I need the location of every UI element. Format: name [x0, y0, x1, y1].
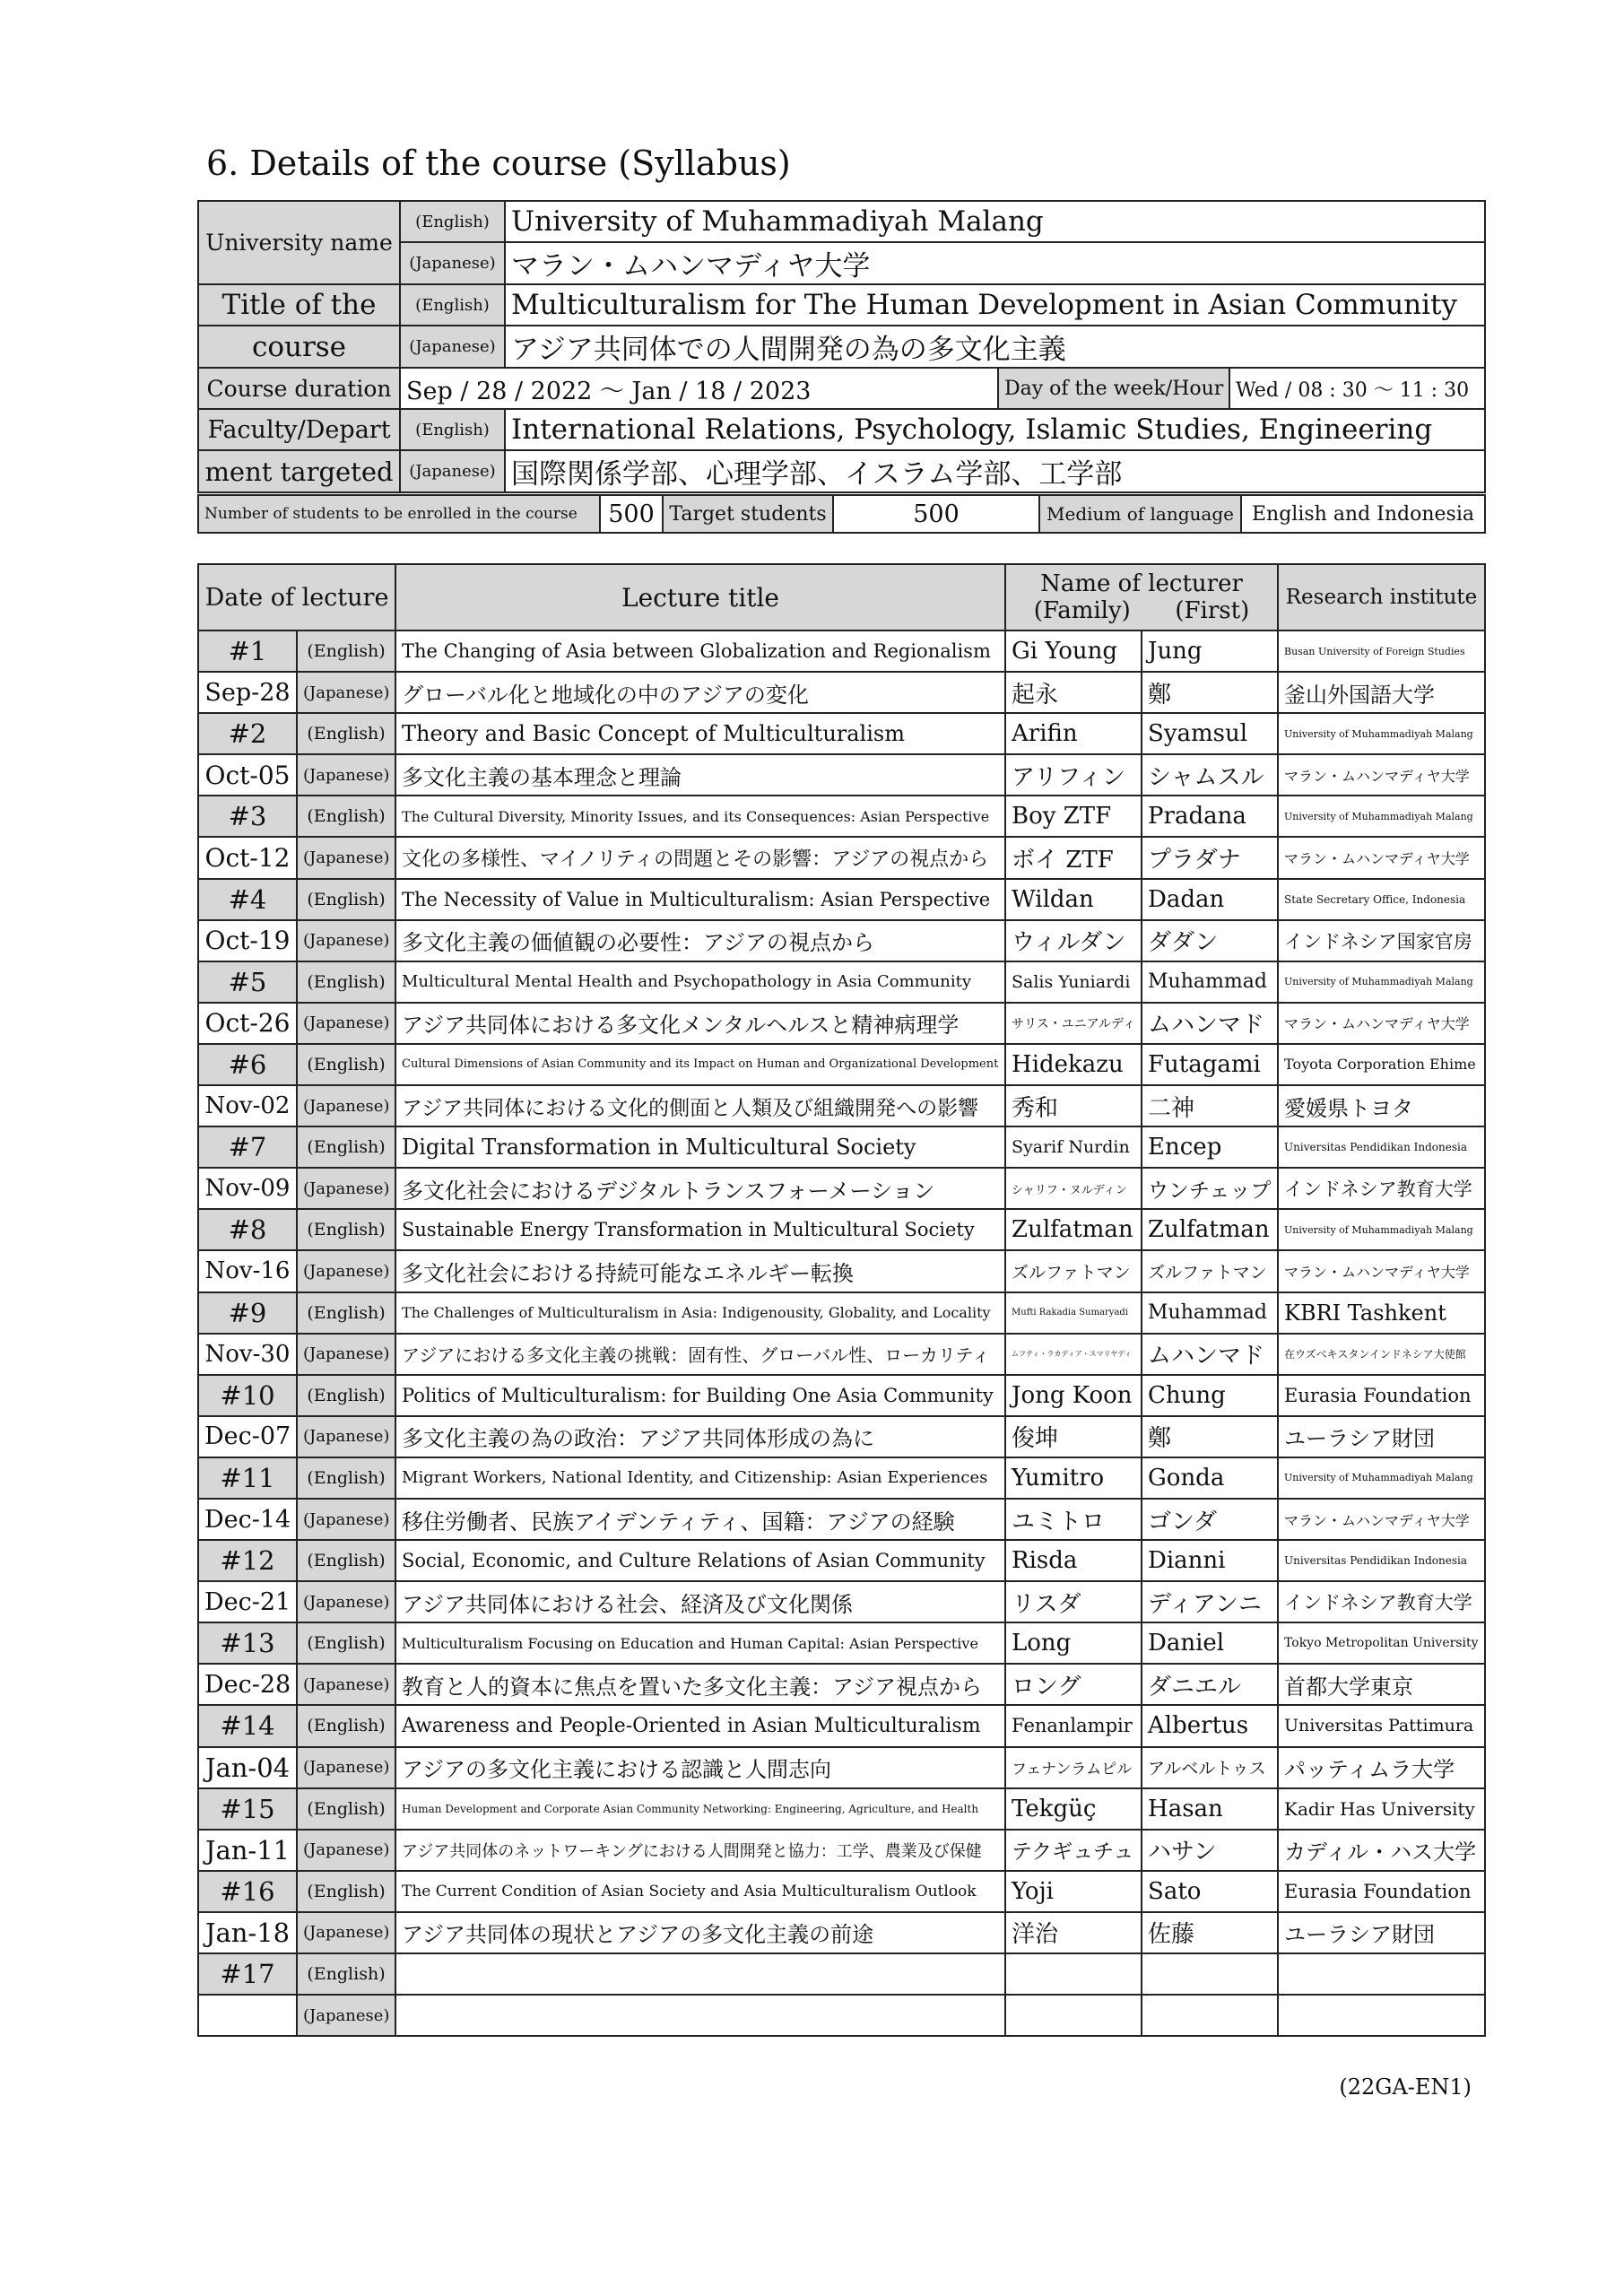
lecturer-first-ja: ウンチェップ [1142, 1168, 1278, 1209]
lecturer-family-ja: ウィルダン [1005, 920, 1142, 961]
lecturer-first-en: Muhammad [1142, 961, 1278, 1003]
lecturer-family-ja: ボイ ZTF [1005, 837, 1142, 878]
lecture-title-en: Cultural Dimensions of Asian Community and its Impact on Human and Organizational Development [395, 1044, 1005, 1085]
lecture-title-ja: アジア共同体における社会、経済及び文化関係 [395, 1581, 1005, 1622]
lecture-number: #14 [198, 1705, 297, 1746]
lecture-number: #9 [198, 1292, 297, 1334]
institute-ja: マラン・ムハンマディヤ大学 [1278, 837, 1485, 878]
lecture-row-en [198, 961, 1485, 1003]
lecture-table [197, 563, 1486, 2037]
lecture-number: #7 [198, 1126, 297, 1168]
lecture-title-ja: アジア共同体のネットワーキングにおける人間開発と協力：工学、農業及び保健 [395, 1830, 1005, 1871]
target-label: Target students [663, 495, 833, 533]
faculty-en: International Relations, Psychology, Islamic Studies, Engineering [505, 409, 1485, 450]
lecturer-first-en: Zulfatman [1142, 1209, 1278, 1250]
course-title-label-2: course [198, 326, 400, 368]
lang-label-en: (English) [297, 1953, 395, 1995]
lang-label-ja: (Japanese) [297, 672, 395, 713]
lecturer-family-ja: 洋治 [1005, 1912, 1142, 1953]
lecture-row-ja [198, 1830, 1485, 1871]
lecturer-family-ja: ロング [1005, 1664, 1142, 1705]
lecture-date: Dec-21 [198, 1581, 297, 1622]
institute-en: Universitas Pattimura [1278, 1705, 1485, 1746]
lecture-date: Nov-09 [198, 1168, 297, 1209]
lecture-number: #3 [198, 796, 297, 837]
institute-ja: ユーラシア財団 [1278, 1416, 1485, 1457]
lecture-row-en [198, 1457, 1485, 1499]
lecture-title-ja: 多文化社会における持続可能なエネルギー転換 [395, 1250, 1005, 1292]
lecturer-first-ja: ハサン [1142, 1830, 1278, 1871]
lecturer-first-en: Albertus [1142, 1705, 1278, 1746]
lecture-row-en [198, 1292, 1485, 1334]
lecture-row-ja [198, 1003, 1485, 1044]
lecturer-first-ja: 鄭 [1142, 672, 1278, 713]
institute-ja: インドネシア教育大学 [1278, 1581, 1485, 1622]
lecture-title-en: Awareness and People-Oriented in Asian Multiculturalism [395, 1705, 1005, 1746]
lecturer-first-ja: プラダナ [1142, 837, 1278, 878]
lecturer-family-en: Risda [1005, 1540, 1142, 1581]
lecture-number: #10 [198, 1375, 297, 1416]
lecturer-family-en: Yumitro [1005, 1457, 1142, 1499]
lecture-number: #13 [198, 1622, 297, 1664]
lecture-number: #6 [198, 1044, 297, 1085]
lecture-row-ja [198, 920, 1485, 961]
lecturer-first-en [1142, 1953, 1278, 1995]
lang-label-en: (English) [297, 713, 395, 754]
lecture-row-en [198, 1209, 1485, 1250]
institute-en: Toyota Corporation Ehime [1278, 1044, 1485, 1085]
lang-label-ja: (Japanese) [297, 1085, 395, 1126]
lecture-date: Oct-05 [198, 754, 297, 796]
lecturer-family-en: Mufti Rakadia Sumaryadi [1005, 1292, 1142, 1334]
institute-ja: マラン・ムハンマディヤ大学 [1278, 1003, 1485, 1044]
lecture-number: #16 [198, 1871, 297, 1912]
lecturer-family-ja [1005, 1995, 1142, 2036]
institute-en: University of Muhammadiyah Malang [1278, 961, 1485, 1003]
lecture-title-ja: アジアの多文化主義における認識と人間志向 [395, 1747, 1005, 1788]
lecture-title-en: The Challenges of Multiculturalism in Asia: Indigenousity, Globality, and Locality [395, 1292, 1005, 1334]
lecture-date: Oct-26 [198, 1003, 297, 1044]
lecture-title-en: Multiculturalism Focusing on Education and Human Capital: Asian Perspective [395, 1622, 1005, 1664]
lecturer-first-en: Chung [1142, 1375, 1278, 1416]
lang-label-ja: (Japanese) [297, 920, 395, 961]
lang-label-en: (English) [297, 1209, 395, 1250]
lecture-row-ja [198, 1747, 1485, 1788]
lecturer-family-en: Salis Yuniardi [1005, 961, 1142, 1003]
lecture-number: #15 [198, 1788, 297, 1830]
family-header: (Family) [1033, 597, 1131, 624]
institute-en: Universitas Pendidikan Indonesia [1278, 1126, 1485, 1168]
lecture-row-en [198, 631, 1485, 672]
lang-label-ja: (Japanese) [297, 1995, 395, 2036]
lecture-title-en: Multicultural Mental Health and Psychopathology in Asia Community [395, 961, 1005, 1003]
lang-label-ja: (Japanese) [297, 1581, 395, 1622]
lecturer-first-ja: ディアンニ [1142, 1581, 1278, 1622]
lang-label-en: (English) [297, 1126, 395, 1168]
lecture-row-ja [198, 1250, 1485, 1292]
institute-header: Research institute [1278, 564, 1485, 631]
lecture-title-ja: 多文化主義の価値観の必要性：アジアの視点から [395, 920, 1005, 961]
lecture-row-en [198, 879, 1485, 920]
page-title: 6. Details of the course (Syllabus) [206, 144, 791, 183]
lecture-title-en: The Necessity of Value in Multiculturalism: Asian Perspective [395, 879, 1005, 920]
lecturer-first-en: Dianni [1142, 1540, 1278, 1581]
lang-label-ja: (Japanese) [400, 242, 505, 284]
lang-label-ja: (Japanese) [297, 1416, 395, 1457]
lecture-row-ja [198, 837, 1485, 878]
lecturer-family-ja: サリス・ユニアルディ [1005, 1003, 1142, 1044]
lecturer-family-en: Jong Koon [1005, 1375, 1142, 1416]
lang-label-en: (English) [297, 1375, 395, 1416]
lang-label-ja: (Japanese) [297, 1499, 395, 1540]
lecture-row-en [198, 1126, 1485, 1168]
lecture-title-en: Human Development and Corporate Asian Community Networking: Engineering, Agriculture, and Health [395, 1788, 1005, 1830]
lecturer-family-en: Yoji [1005, 1871, 1142, 1912]
lecture-title-en: The Changing of Asia between Globalization and Regionalism [395, 631, 1005, 672]
lang-label-ja: (Japanese) [297, 1747, 395, 1788]
institute-en: Universitas Pendidikan Indonesia [1278, 1540, 1485, 1581]
lang-label-ja: (Japanese) [297, 1250, 395, 1292]
lang-label-en: (English) [400, 409, 505, 450]
lecture-date: Dec-14 [198, 1499, 297, 1540]
lecturer-header [1005, 564, 1278, 631]
lecture-title-ja: グローバル化と地域化の中のアジアの変化 [395, 672, 1005, 713]
lecture-number: #2 [198, 713, 297, 754]
institute-ja: マラン・ムハンマディヤ大学 [1278, 754, 1485, 796]
lang-label-ja: (Japanese) [297, 1168, 395, 1209]
lecturer-first-en: Daniel [1142, 1622, 1278, 1664]
institute-ja: 首都大学東京 [1278, 1664, 1485, 1705]
lecture-date: Nov-30 [198, 1334, 297, 1375]
lecturer-first-ja: 鄭 [1142, 1416, 1278, 1457]
institute-en: Tokyo Metropolitan University [1278, 1622, 1485, 1664]
lecturer-first-ja: ダニエル [1142, 1664, 1278, 1705]
lecture-date: Sep-28 [198, 672, 297, 713]
lecture-title-ja: 多文化社会におけるデジタルトランスフォーメーション [395, 1168, 1005, 1209]
lang-label-en: (English) [297, 1871, 395, 1912]
institute-en [1278, 1953, 1485, 1995]
institute-en: University of Muhammadiyah Malang [1278, 1209, 1485, 1250]
enrollment-table [197, 494, 1486, 534]
faculty-ja: 国際関係学部、心理学部、イスラム学部、工学部 [505, 450, 1485, 492]
lecturer-first-ja: シャムスル [1142, 754, 1278, 796]
lecture-date: Oct-12 [198, 837, 297, 878]
duration-label: Course duration [198, 368, 400, 409]
institute-ja: 愛媛県トヨタ [1278, 1085, 1485, 1126]
lang-label-en: (English) [297, 1457, 395, 1499]
lecturer-first-en: Pradana [1142, 796, 1278, 837]
lecturer-family-en: Gi Young [1005, 631, 1142, 672]
lecturer-family-ja: 起永 [1005, 672, 1142, 713]
lecture-number: #5 [198, 961, 297, 1003]
lecturer-family-ja: リスダ [1005, 1581, 1142, 1622]
lecture-title-ja: 多文化主義の基本理念と理論 [395, 754, 1005, 796]
lang-label-en: (English) [297, 1044, 395, 1085]
lecturer-first-en: Syamsul [1142, 713, 1278, 754]
lecturer-header-label: Name of lecturer [1040, 570, 1243, 597]
lecture-date: Dec-07 [198, 1416, 297, 1457]
lecture-title-en: Social, Economic, and Culture Relations of Asian Community [395, 1540, 1005, 1581]
lecturer-first-en: Sato [1142, 1871, 1278, 1912]
document-code: (22GA-EN1) [1339, 2074, 1472, 2100]
lecture-title-ja: 教育と人的資本に焦点を置いた多文化主義：アジア視点から [395, 1664, 1005, 1705]
course-info-table [197, 200, 1486, 493]
institute-ja: カディル・ハス大学 [1278, 1830, 1485, 1871]
lecture-title-en [395, 1953, 1005, 1995]
lecture-date: Nov-02 [198, 1085, 297, 1126]
lecture-title-en: The Current Condition of Asian Society and Asia Multiculturalism Outlook [395, 1871, 1005, 1912]
lang-label-en: (English) [297, 1540, 395, 1581]
lecture-title-en: Digital Transformation in Multicultural Society [395, 1126, 1005, 1168]
course-title-en: Multiculturalism for The Human Development in Asian Community [505, 284, 1485, 326]
lecture-number: #4 [198, 879, 297, 920]
lang-label-ja: (Japanese) [297, 1334, 395, 1375]
institute-ja: マラン・ムハンマディヤ大学 [1278, 1250, 1485, 1292]
lecturer-family-ja: テクギュチュ [1005, 1830, 1142, 1871]
lecturer-family-ja: ズルファトマン [1005, 1250, 1142, 1292]
lecture-date [198, 1995, 297, 2036]
lecture-row-ja [198, 1581, 1485, 1622]
lecture-row-ja [198, 1664, 1485, 1705]
lecturer-family-en: Fenanlampir [1005, 1705, 1142, 1746]
university-name-ja: マラン・ムハンマディヤ大学 [505, 242, 1485, 284]
lecturer-family-en: Hidekazu [1005, 1044, 1142, 1085]
lecturer-first-ja [1142, 1995, 1278, 2036]
lecture-title-ja [395, 1995, 1005, 2036]
duration-value: Sep / 28 / 2022 ～ Jan / 18 / 2023 [400, 368, 998, 409]
lecture-date: Jan-18 [198, 1912, 297, 1953]
lecture-title-en: Theory and Basic Concept of Multiculturalism [395, 713, 1005, 754]
institute-ja: マラン・ムハンマディヤ大学 [1278, 1499, 1485, 1540]
title-header: Lecture title [395, 564, 1005, 631]
lecturer-family-en: Arifin [1005, 713, 1142, 754]
lecture-row-en [198, 713, 1485, 754]
lecturer-family-ja: シャリフ・ヌルディン [1005, 1168, 1142, 1209]
lecture-title-ja: アジア共同体の現状とアジアの多文化主義の前途 [395, 1912, 1005, 1953]
day-value: Wed / 08 : 30 ～ 11 : 30 [1229, 368, 1485, 409]
institute-ja [1278, 1995, 1485, 2036]
lang-label-ja: (Japanese) [400, 450, 505, 492]
lecture-row-en [198, 1871, 1485, 1912]
lecturer-family-ja: アリフィン [1005, 754, 1142, 796]
lecture-title-ja: アジアにおける多文化主義の挑戦：固有性、グローバル性、ローカリティ [395, 1334, 1005, 1375]
lecturer-family-en: Boy ZTF [1005, 796, 1142, 837]
lecture-row-en [198, 796, 1485, 837]
lecturer-first-ja: ムハンマド [1142, 1003, 1278, 1044]
lecture-row-ja [198, 1499, 1485, 1540]
lecture-row-en [198, 1044, 1485, 1085]
lecture-row-ja [198, 672, 1485, 713]
lang-label-ja: (Japanese) [297, 1003, 395, 1044]
lecturer-first-ja: 佐藤 [1142, 1912, 1278, 1953]
lang-label-en: (English) [400, 284, 505, 326]
course-title-ja: アジア共同体での人間開発の為の多文化主義 [505, 326, 1485, 368]
lecturer-family-ja: ムフティ・ラカディア・スマリヤディ [1005, 1334, 1142, 1375]
lecture-row-ja [198, 1416, 1485, 1457]
lecturer-family-ja: ユミトロ [1005, 1499, 1142, 1540]
lecturer-first-en: Hasan [1142, 1788, 1278, 1830]
lecture-row-en [198, 1953, 1485, 1995]
institute-en: KBRI Tashkent [1278, 1292, 1485, 1334]
lang-label-en: (English) [297, 1705, 395, 1746]
students-label: Number of students to be enrolled in the course [198, 495, 600, 533]
institute-ja: インドネシア教育大学 [1278, 1168, 1485, 1209]
lecturer-first-en: Futagami [1142, 1044, 1278, 1085]
lecturer-first-ja: アルベルトゥス [1142, 1747, 1278, 1788]
lecturer-family-en [1005, 1953, 1142, 1995]
lecturer-first-ja: ダダン [1142, 920, 1278, 961]
institute-en: University of Muhammadiyah Malang [1278, 1457, 1485, 1499]
lecture-row-ja [198, 1995, 1485, 2036]
lang-label-en: (English) [297, 1292, 395, 1334]
lecture-title-ja: 文化の多様性、マイノリティの問題とその影響：アジアの視点から [395, 837, 1005, 878]
medium-label: Medium of language [1039, 495, 1241, 533]
lecture-row-ja [198, 1912, 1485, 1953]
lecturer-first-ja: ズルファトマン [1142, 1250, 1278, 1292]
lang-label-en: (English) [297, 796, 395, 837]
lecturer-first-en: Dadan [1142, 879, 1278, 920]
lecture-title-ja: アジア共同体における文化的側面と人類及び組織開発への影響 [395, 1085, 1005, 1126]
lang-label-ja: (Japanese) [297, 837, 395, 878]
lecture-row-en [198, 1788, 1485, 1830]
institute-en: Eurasia Foundation [1278, 1375, 1485, 1416]
lecture-row-en [198, 1375, 1485, 1416]
lang-label-ja: (Japanese) [297, 1912, 395, 1953]
students-value: 500 [600, 495, 663, 533]
lang-label-en: (English) [297, 961, 395, 1003]
lang-label-en: (English) [297, 631, 395, 672]
lecture-number: #17 [198, 1953, 297, 1995]
faculty-label-2: ment targeted [198, 450, 400, 492]
institute-ja: パッティムラ大学 [1278, 1747, 1485, 1788]
date-header: Date of lecture [198, 564, 395, 631]
lecturer-family-en: Long [1005, 1622, 1142, 1664]
lecturer-first-en: Encep [1142, 1126, 1278, 1168]
lecture-title-en: Migrant Workers, National Identity, and Citizenship: Asian Experiences [395, 1457, 1005, 1499]
institute-ja: インドネシア国家官房 [1278, 920, 1485, 961]
lecturer-family-ja: 秀和 [1005, 1085, 1142, 1126]
lecture-date: Dec-28 [198, 1664, 297, 1705]
university-label: University name [198, 201, 400, 284]
lecture-row-ja [198, 1085, 1485, 1126]
lecture-title-ja: 移住労働者、民族アイデンティティ、国籍：アジアの経験 [395, 1499, 1005, 1540]
lecture-row-en [198, 1622, 1485, 1664]
lecture-row-en [198, 1540, 1485, 1581]
lecture-date: Oct-19 [198, 920, 297, 961]
institute-ja: ユーラシア財団 [1278, 1912, 1485, 1953]
lecturer-family-en: Zulfatman [1005, 1209, 1142, 1250]
lecture-row-en [198, 1705, 1485, 1746]
institute-en: Kadir Has University [1278, 1788, 1485, 1830]
lecturer-family-ja: 俊坤 [1005, 1416, 1142, 1457]
lecture-title-ja: 多文化主義の為の政治：アジア共同体形成の為に [395, 1416, 1005, 1457]
lecturer-first-ja: ゴンダ [1142, 1499, 1278, 1540]
lang-label-en: (English) [297, 879, 395, 920]
lecture-title-en: Sustainable Energy Transformation in Multicultural Society [395, 1209, 1005, 1250]
lang-label-en: (English) [297, 1788, 395, 1830]
lecture-number: #11 [198, 1457, 297, 1499]
institute-en: Busan University of Foreign Studies [1278, 631, 1485, 672]
day-label: Day of the week/Hour [998, 368, 1229, 409]
lang-label-ja: (Japanese) [400, 326, 505, 368]
institute-ja: 釜山外国語大学 [1278, 672, 1485, 713]
lecturer-family-en: Syarif Nurdin [1005, 1126, 1142, 1168]
institute-ja: 在ウズベキスタンインドネシア大使館 [1278, 1334, 1485, 1375]
lecturer-first-ja: ムハンマド [1142, 1334, 1278, 1375]
institute-en: State Secretary Office, Indonesia [1278, 879, 1485, 920]
institute-en: University of Muhammadiyah Malang [1278, 713, 1485, 754]
university-name-en: University of Muhammadiyah Malang [505, 201, 1485, 242]
lecture-date: Jan-11 [198, 1830, 297, 1871]
lang-label-en: (English) [400, 201, 505, 242]
lecturer-first-en: Gonda [1142, 1457, 1278, 1499]
lang-label-en: (English) [297, 1622, 395, 1664]
lecture-number: #8 [198, 1209, 297, 1250]
target-value: 500 [833, 495, 1039, 533]
lecture-number: #12 [198, 1540, 297, 1581]
lecturer-first-ja: 二神 [1142, 1085, 1278, 1126]
lang-label-ja: (Japanese) [297, 1664, 395, 1705]
first-header: (First) [1175, 597, 1250, 624]
lecturer-family-en: Tekgüç [1005, 1788, 1142, 1830]
lecture-date: Jan-04 [198, 1747, 297, 1788]
institute-en: University of Muhammadiyah Malang [1278, 796, 1485, 837]
course-title-label-1: Title of the [198, 284, 400, 326]
lecture-title-ja: アジア共同体における多文化メンタルヘルスと精神病理学 [395, 1003, 1005, 1044]
lang-label-ja: (Japanese) [297, 1830, 395, 1871]
lecture-row-ja [198, 1334, 1485, 1375]
faculty-label-1: Faculty/Depart [198, 409, 400, 450]
lecture-title-en: The Cultural Diversity, Minority Issues, and its Consequences: Asian Perspective [395, 796, 1005, 837]
lecture-row-ja [198, 754, 1485, 796]
medium-value: English and Indonesia [1241, 495, 1485, 533]
lecture-number: #1 [198, 631, 297, 672]
lecture-date: Nov-16 [198, 1250, 297, 1292]
lecturer-first-en: Muhammad [1142, 1292, 1278, 1334]
lecture-title-en: Politics of Multiculturalism: for Building One Asia Community [395, 1375, 1005, 1416]
institute-en: Eurasia Foundation [1278, 1871, 1485, 1912]
lecturer-family-en: Wildan [1005, 879, 1142, 920]
lang-label-ja: (Japanese) [297, 754, 395, 796]
lecture-row-ja [198, 1168, 1485, 1209]
lecturer-first-en: Jung [1142, 631, 1278, 672]
lecturer-family-ja: フェナンラムピル [1005, 1747, 1142, 1788]
